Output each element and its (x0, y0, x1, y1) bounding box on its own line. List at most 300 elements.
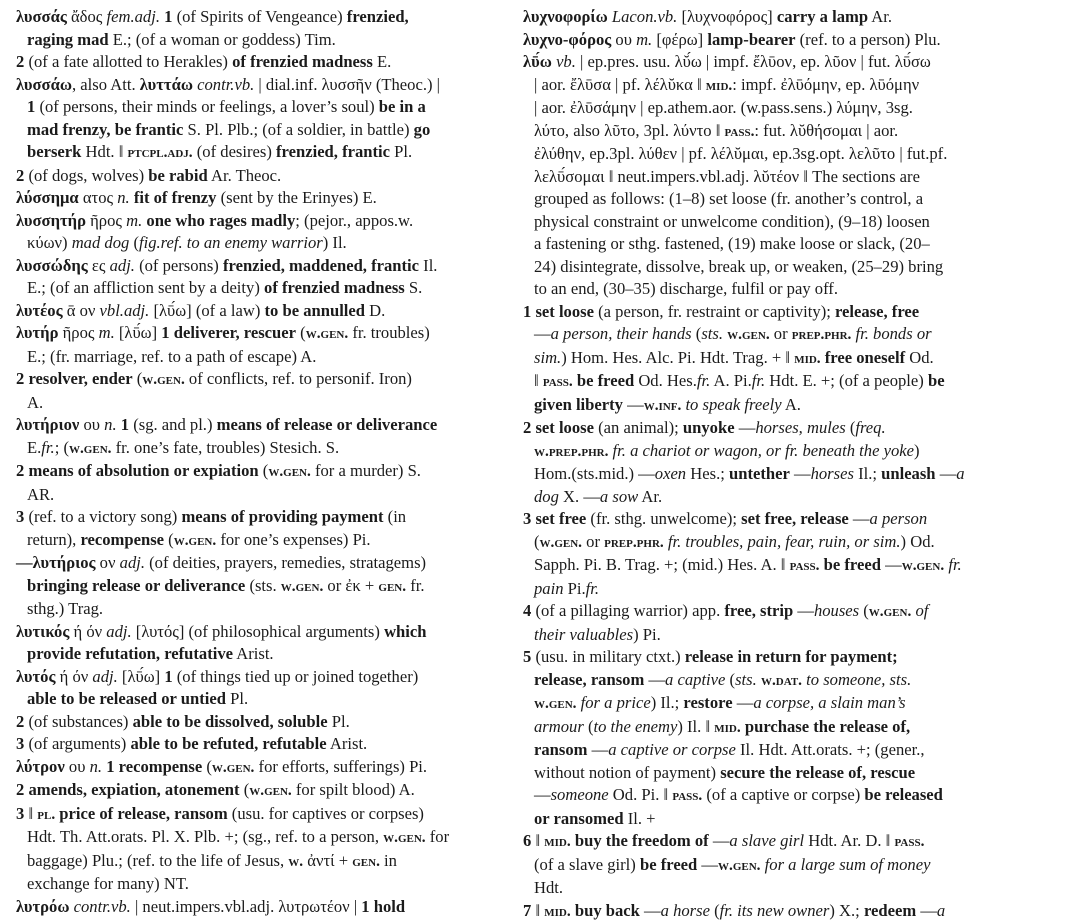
entry-text: n. (90, 757, 102, 776)
entry-text: 24) disintegrate, dissolve, break up, or weaken, (25–29) bring (534, 257, 943, 276)
entry-text: w.gen. (142, 371, 184, 388)
entry-text: ransom (534, 740, 587, 759)
entry-sense (16, 460, 514, 506)
headword: λυττάω (140, 75, 193, 94)
entry-text: secure the release of, rescue (720, 763, 915, 782)
entry-text: ον (96, 553, 120, 572)
headword: λυτέος (16, 301, 63, 320)
entry-text: — (793, 601, 814, 620)
entry-text: baggage) Plu.; (ref. to the life of Jesus, (27, 851, 288, 870)
entry-text: ( (240, 780, 250, 799)
entry-text: horses (811, 464, 854, 483)
entry-text: [φέρω] (652, 30, 707, 49)
entry-text: or ἐκ + (323, 576, 378, 595)
dictionary-entry (523, 51, 1013, 301)
entry-text: 2 (16, 369, 24, 388)
entry-text: n. (117, 188, 129, 207)
entry-text: S. Pl. Plb.; (of a soldier, in battle) (183, 120, 413, 139)
entry-text: gen. (352, 853, 380, 870)
entry-text: 2 (16, 780, 24, 799)
entry-text: [λῡ́ω] (115, 323, 162, 342)
entry-text: 3 (16, 804, 24, 823)
entry-text: oxen (655, 464, 686, 483)
entry-text: be freed (824, 555, 881, 574)
headword: λύτρον (16, 757, 65, 776)
entry-text: return), (27, 530, 80, 549)
entry-text: their valuables (534, 625, 633, 644)
entry-text: | aor. ἐλῡσάμην | ep.athem.aor. (w.pass.sens.) λύμην, 3sg. (534, 98, 913, 117)
entry-text: fr. (697, 371, 710, 390)
entry-text: carry a lamp (777, 7, 868, 26)
entry-text: Hdt. Th. Att.orats. Pl. X. Plb. +; (sg., ref. to a person, (27, 827, 383, 846)
entry-text: ῆρος (86, 211, 126, 230)
entry-text: [λυτός] (of philosophical arguments) (132, 622, 384, 641)
entry-text: pass. (790, 557, 820, 574)
entry-text: — (644, 670, 665, 689)
headword: λυχνο-φόρος (523, 30, 611, 49)
entry-text: sts. (701, 324, 723, 343)
entry-text: for (426, 827, 450, 846)
entry-text: ) X.; (829, 901, 864, 920)
entry-text: Hdt. E. +; (of a people) (765, 371, 928, 390)
entry-text: which (384, 622, 426, 641)
entry-text: (ref. to a person) Plu. (796, 30, 941, 49)
entry-text: frenzied, frantic (276, 142, 390, 161)
entry-text: ( (692, 324, 702, 343)
entry-text: | neut.impers.vbl.adj. λυτρωτέον | (131, 897, 361, 916)
entry-sense (16, 165, 514, 188)
entry-text: — (849, 509, 870, 528)
entry-text: be in a (379, 97, 426, 116)
entry-text: Od. Pi. ‖ (609, 785, 673, 804)
entry-text: recompense (80, 530, 164, 549)
entry-text: vb. (556, 52, 576, 71)
entry-text: S. (405, 278, 423, 297)
headword: λυτός (16, 667, 55, 686)
entry-text: — (697, 855, 718, 874)
entry-text: ( (296, 323, 306, 342)
entry-text: Hes.; (686, 464, 729, 483)
entry-text: (fr. sthg. unwelcome); (586, 509, 741, 528)
entry-text: — (881, 555, 902, 574)
entry-text: able to be released or untied (27, 689, 226, 708)
entry-text: w.gen. (869, 603, 911, 620)
entry-text: (of a slave girl) (534, 855, 640, 874)
entry-text: [λῡ́ω] (118, 667, 165, 686)
entry-text: adj. (120, 553, 145, 572)
entry-text: — (936, 464, 957, 483)
headword: λυσσώδης (16, 256, 88, 275)
entry-text: 3 (16, 734, 24, 753)
entry-text: ‖ (531, 901, 544, 920)
entry-text: — (733, 693, 754, 712)
headword: —λυτήριος (16, 553, 96, 572)
entry-text: fr. (948, 555, 961, 574)
entry-text: λύτο, also λῦτο, 3pl. λύντο ‖ (534, 121, 725, 140)
entry-sense (16, 506, 514, 552)
entry-text: contr.vb. (197, 75, 254, 94)
entry-sense (16, 711, 514, 734)
entry-text: w. (288, 853, 303, 870)
dictionary-entry (523, 29, 1013, 52)
entry-text: (of dogs, wolves) (24, 166, 148, 185)
entry-text: exchange for many) NT. (27, 874, 189, 893)
entry-text: 3 (16, 507, 24, 526)
entry-text: redeem (864, 901, 916, 920)
entry-text: [λῡ́ω] (of a law) (149, 301, 264, 320)
entry-text: m. (99, 323, 115, 342)
entry-text: ου (611, 30, 636, 49)
entry-text: go (414, 120, 431, 139)
dictionary-entry (16, 255, 514, 300)
entry-text: w.gen. (306, 325, 348, 342)
entry-text: n. (104, 415, 116, 434)
entry-text: : impf. ἐλῡόμην, ep. λῡόμην (732, 75, 919, 94)
entry-text: ( (584, 717, 594, 736)
entry-text: set loose (535, 302, 594, 321)
entry-text: (of arguments) (24, 734, 130, 753)
entry-text: E. (27, 438, 41, 457)
entry-text: for spilt blood) A. (292, 780, 415, 799)
entry-text: restore (683, 693, 732, 712)
entry-text: or ransomed (534, 809, 624, 828)
entry-text: a sow (600, 487, 638, 506)
entry-text: (ref. to a victory song) (24, 507, 181, 526)
entry-text: armour (534, 717, 584, 736)
entry-text: mid. (544, 903, 570, 920)
entry-text: provide refutation, refutative (27, 644, 233, 663)
entry-text: Il. (419, 256, 437, 275)
entry-text: Hom.(sts.mid.) — (534, 464, 655, 483)
entry-text: adj. (110, 256, 135, 275)
entry-text: ἀντί + (303, 851, 352, 870)
entry-text: 1 (164, 667, 172, 686)
entry-text: prep.phr. (792, 326, 852, 343)
entry-text: 1 (164, 7, 172, 26)
entry-text: means of providing payment (181, 507, 383, 526)
entry-text: λελῡ́σομαι ‖ neut.impers.vbl.adj. λῠτέον ‖ The sections are (534, 167, 920, 186)
entry-text: 3 (523, 509, 531, 528)
entry-text: 1 (121, 415, 129, 434)
entry-text: ες (88, 256, 110, 275)
dictionary-entry (523, 6, 1013, 29)
entry-text: fig.ref. to an enemy warrior (139, 233, 323, 252)
entry-text: for efforts, sufferings) Pi. (254, 757, 427, 776)
entry-text: buy back (575, 901, 640, 920)
entry-text: w.gen. (268, 463, 310, 480)
entry-text: given liberty (534, 395, 623, 414)
entry-text: fit of frenzy (134, 188, 217, 207)
entry-text: means of absolution or expiation (28, 461, 258, 480)
entry-text: (sent by the Erinyes) E. (216, 188, 376, 207)
entry-text: (of deities, prayers, remedies, stratagems) (145, 553, 426, 572)
entry-sense (523, 830, 1013, 900)
entry-text: of conflicts, ref. to personif. Iron) (185, 369, 412, 388)
entry-text: Pl. (390, 142, 412, 161)
entry-text: m. (636, 30, 652, 49)
entry-text: a fastening or sthg. fastened, (19) make loose or slack, (20– (534, 234, 930, 253)
entry-text: (of substances) (24, 712, 132, 731)
entry-text: — (916, 901, 937, 920)
entry-text: Sapph. Pi. B. Trag. +; (mid.) Hes. A. ‖ (534, 555, 790, 574)
entry-text: release, ransom (534, 670, 644, 689)
dictionary-entry (16, 187, 514, 210)
entry-text: be (928, 371, 945, 390)
entry-text: set free (535, 509, 586, 528)
entry-text: Pl. (328, 712, 350, 731)
entry-text: D. (365, 301, 385, 320)
entry-text: ή όν (69, 622, 106, 641)
entry-text: Od. Hes. (634, 371, 697, 390)
entry-text: (of Spirits of Vengeance) (172, 7, 346, 26)
headword: λυχνοφορίω (523, 7, 608, 26)
entry-text: ; ( (55, 438, 69, 457)
entry-text: Pl. (226, 689, 248, 708)
entry-text: ) Il.; (651, 693, 684, 712)
entry-text: one who rages madly (146, 211, 295, 230)
entry-text: pass. (725, 123, 755, 140)
entry-text: ατος (79, 188, 118, 207)
entry-text: fr. troubles) (348, 323, 430, 342)
entry-text: to be annulled (265, 301, 366, 320)
headword: λυσσητήρ (16, 211, 86, 230)
entry-text: (of things tied up or joined together) (173, 667, 419, 686)
entry-text: for a murder) S. (311, 461, 421, 480)
entry-text: 2 (523, 418, 531, 437)
entry-text: fr. bonds or (856, 324, 932, 343)
entry-text: (in (384, 507, 407, 526)
entry-text: of frenzied madness (264, 278, 405, 297)
entry-text: free, strip (724, 601, 793, 620)
entry-text: physical constraint or unwelcome condition), (9–18) loosen (534, 212, 930, 231)
entry-text: raging mad (27, 30, 109, 49)
entry-text: a corpse, a slain man’s (753, 693, 905, 712)
entry-text: w.gen. (727, 326, 769, 343)
entry-text: mad dog (72, 233, 130, 252)
entry-text: able to be dissolved, soluble (133, 712, 328, 731)
entry-text: (usu. for captives or corpses) (228, 804, 424, 823)
entry-text: X. — (559, 487, 600, 506)
entry-text: pl. (37, 806, 55, 823)
entry-text: 1 (27, 97, 35, 116)
entry-text: E. (373, 52, 391, 71)
dictionary-entry (16, 621, 514, 666)
entry-text: ή όν (55, 667, 92, 686)
dictionary-entry (16, 552, 514, 621)
entry-text: berserk (27, 142, 81, 161)
entry-text: (of a captive or corpse) (702, 785, 864, 804)
entry-text: be freed (577, 371, 634, 390)
headword: λυσσάς (16, 7, 67, 26)
entry-text: 5 (523, 647, 531, 666)
entry-text: AR. (27, 485, 54, 504)
entry-text: E.; (of a woman or goddess) Tim. (109, 30, 336, 49)
entry-text: | ep.pres. usu. λῠ́ω | impf. ἔλῡον, ep. λῦον | fut. λῡ́σω (576, 52, 931, 71)
headword: λυτήρ (16, 323, 58, 342)
entry-text: able to be refuted, refutable (130, 734, 326, 753)
entry-text: unyoke (683, 418, 735, 437)
entry-text: — (623, 395, 644, 414)
entry-text: A. (27, 393, 43, 412)
entry-text: w.gen. (540, 534, 582, 551)
entry-text: w.inf. (644, 397, 682, 414)
entry-text: 2 (16, 712, 24, 731)
headword: λυτήριον (16, 415, 79, 434)
entry-text: fr. troubles, pain, fear, ruin, or sim. (668, 532, 901, 551)
entry-text: ( (846, 418, 856, 437)
entry-text: resolver, ender (28, 369, 132, 388)
entry-text: pass. (672, 787, 702, 804)
entry-text: adj. (106, 622, 131, 641)
entry-text: recompense (119, 757, 203, 776)
entry-text: unleash (881, 464, 935, 483)
entry-text: w.gen. (69, 440, 111, 457)
entry-text: ( (710, 901, 720, 920)
entry-text: w.gen. (383, 829, 425, 846)
entry-text: a slave girl (729, 831, 804, 850)
entry-text: (of a fate allotted to Herakles) (24, 52, 232, 71)
entry-text: , also Att. (72, 75, 140, 94)
entry-text: ἐλύθην, ep.3pl. λύθεν | pf. λέλῠμαι, ep.3sg.opt. λελῦτο | fut.pf. (534, 144, 947, 163)
headword: λύσσημα (16, 188, 79, 207)
entry-text: (sts. (245, 576, 281, 595)
entry-text: ‖ (534, 371, 543, 390)
entry-text: w.prep.phr. (534, 443, 608, 460)
entry-text: fr. (41, 438, 54, 457)
entry-text: Pi. (564, 579, 586, 598)
entry-text: w.gen. (534, 695, 576, 712)
entry-text: 2 (16, 461, 24, 480)
entry-text: 2 (16, 52, 24, 71)
entry-text: in (380, 851, 397, 870)
entry-sense (523, 646, 1013, 830)
entry-text: [λυχνοφόρος] (677, 7, 777, 26)
entry-text: ( (534, 532, 540, 551)
entry-text: E.; (fr. marriage, ref. to a path of escape) A. (27, 347, 316, 366)
entry-text: contr.vb. (74, 897, 131, 916)
entry-text: purchase the release of, (745, 717, 910, 736)
entry-text: Il. Hdt. Att.orats. +; (gener., (736, 740, 925, 759)
entry-text: to the enemy (593, 717, 677, 736)
entry-text: w.gen. (174, 532, 216, 549)
entry-text: horses, mules (755, 418, 845, 437)
entry-text: m. (126, 211, 142, 230)
entry-text: ( (133, 369, 143, 388)
entry-text: w.gen. (718, 857, 760, 874)
entry-text: a person (870, 509, 928, 528)
entry-text: sim. (534, 348, 561, 367)
entry-text: ptcpl.adj. (128, 144, 193, 161)
entry-text: buy the freedom of (575, 831, 709, 850)
entry-text: — (640, 901, 661, 920)
entry-text: Hdt. Ar. D. ‖ (804, 831, 894, 850)
entry-text: — (587, 740, 608, 759)
entry-sense (523, 900, 1013, 923)
entry-text: Lacon.vb. (612, 7, 677, 26)
entry-text: Il.; (854, 464, 881, 483)
entry-text: gen. (378, 578, 406, 595)
entry-sense (16, 368, 514, 414)
entry-text: — (790, 464, 811, 483)
left-column (16, 6, 514, 918)
entry-sense (16, 51, 514, 74)
entry-text: a captive (665, 670, 725, 689)
entry-text: ( (164, 530, 174, 549)
entry-text: of (915, 601, 928, 620)
entry-text: ‖ (531, 831, 544, 850)
entry-text: freq. (855, 418, 885, 437)
entry-text: ) Il. (323, 233, 347, 252)
entry-text: to someone, sts. (806, 670, 911, 689)
entry-text: frenzied, maddened, frantic (223, 256, 419, 275)
entry-text: fr. (752, 371, 765, 390)
dictionary-entry (16, 6, 514, 51)
entry-text: for a price (581, 693, 651, 712)
entry-text: release in return for payment; (685, 647, 898, 666)
entry-text: κύων) (27, 233, 72, 252)
entry-text: ) Hom. Hes. Alc. Pi. Hdt. Trag. + ‖ (561, 348, 794, 367)
entry-text: Ar. Theoc. (208, 166, 281, 185)
entry-text: be released (864, 785, 943, 804)
entry-text: set loose (535, 418, 594, 437)
entry-text: for one’s expenses) Pi. (216, 530, 370, 549)
entry-text: : fut. λῠθήσομαι | aor. (754, 121, 898, 140)
entry-text: (of persons, their minds or feelings, a lover’s soul) (35, 97, 379, 116)
entry-text: fr. (406, 576, 424, 595)
entry-text: a captive or corpse (608, 740, 736, 759)
entry-text: 1 (361, 897, 369, 916)
entry-text: (of a pillaging warrior) app. (531, 601, 724, 620)
entry-text: | dial.inf. λυσσῆν (Theoc.) | (254, 75, 440, 94)
entry-text: w.dat. (761, 672, 802, 689)
entry-text: ; (pejor., appos.w. (295, 211, 413, 230)
entry-text: 4 (523, 601, 531, 620)
entry-text: set free, release (741, 509, 849, 528)
entry-text: fem.adj. (107, 7, 160, 26)
entry-text: (an animal); (594, 418, 683, 437)
entry-text: pain (534, 579, 564, 598)
entry-text: mid. (706, 77, 732, 94)
entry-text: Ar. (638, 487, 662, 506)
dictionary-entry (16, 896, 514, 919)
entry-text: — (735, 418, 756, 437)
entry-text: Il. + (624, 809, 656, 828)
entry-text: ) (914, 441, 920, 460)
entry-text: houses (814, 601, 859, 620)
entry-text: ) Od. (901, 532, 935, 551)
headword: λυτικός (16, 622, 69, 641)
entry-text: a person, their hands (551, 324, 692, 343)
entry-text: ῆρος (58, 323, 98, 342)
entry-sense (523, 508, 1013, 600)
entry-text: adj. (92, 667, 117, 686)
entry-text: be rabid (148, 166, 207, 185)
entry-text: someone (551, 785, 609, 804)
entry-text: w.gen. (902, 557, 944, 574)
entry-text: release, free (835, 302, 919, 321)
dictionary-entry (16, 322, 514, 368)
entry-text: ( (259, 461, 269, 480)
entry-text: ἄδος (67, 7, 107, 26)
entry-text: 2 (16, 166, 24, 185)
entry-text: vbl.adj. (100, 301, 150, 320)
entry-sense (16, 733, 514, 756)
dictionary-entry (16, 74, 514, 165)
entry-text: ) Pi. (633, 625, 661, 644)
dictionary-entry (16, 414, 514, 460)
entry-text: be freed (640, 855, 697, 874)
entry-text: free oneself (825, 348, 905, 367)
